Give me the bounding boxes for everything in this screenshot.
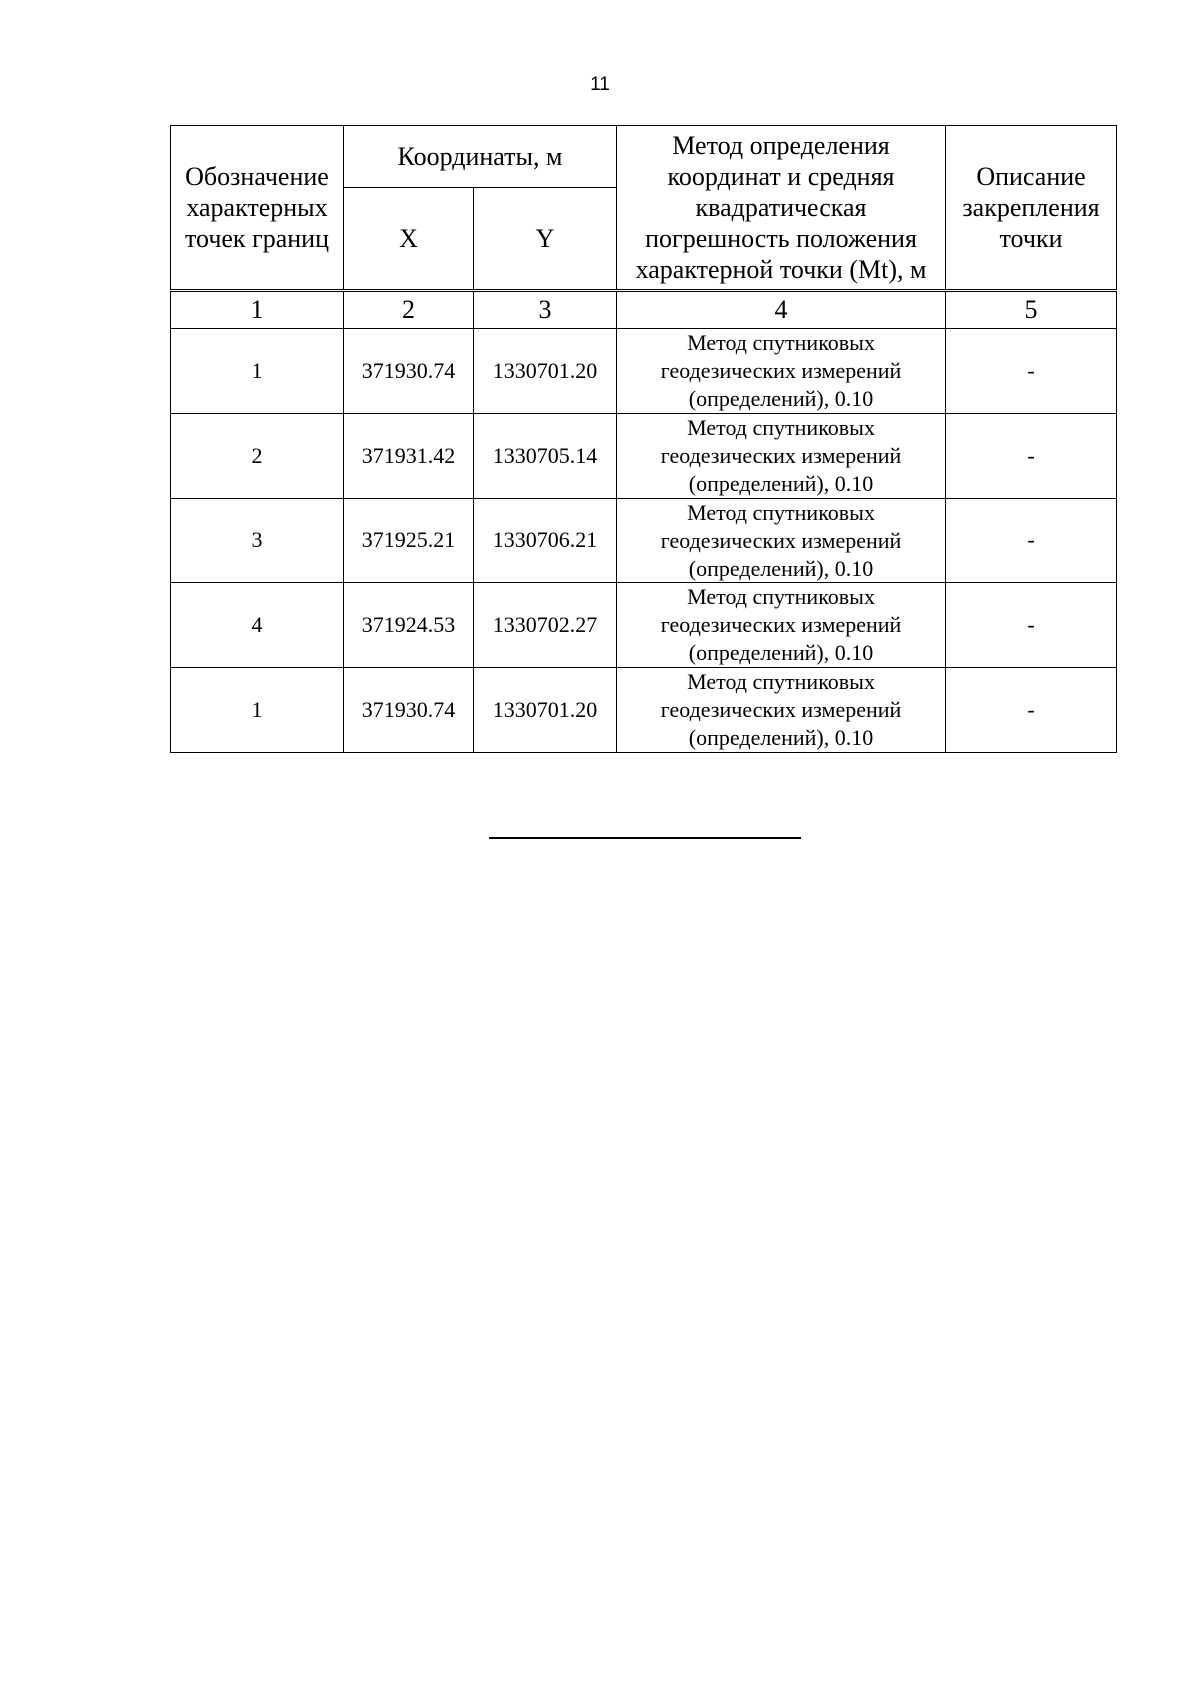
column-number: 5 — [946, 291, 1117, 329]
method-cell: Метод спутниковых геодезических измерений (определений), 0.10 — [617, 498, 946, 583]
table-row — [171, 668, 1117, 753]
header-row-1 — [171, 126, 1117, 188]
coordinates-table — [170, 125, 1117, 753]
x-coordinate: 371924.53 — [344, 583, 474, 668]
method-cell: Метод спутниковых геодезических измерений (определений), 0.10 — [617, 329, 946, 414]
point-number: 1 — [171, 668, 344, 753]
point-number: 4 — [171, 583, 344, 668]
x-coordinate: 371931.42 — [344, 413, 474, 498]
table-row — [171, 329, 1117, 414]
header-description: Описание закрепления точки — [946, 126, 1117, 291]
method-cell: Метод спутниковых геодезических измерений (определений), 0.10 — [617, 583, 946, 668]
point-number: 2 — [171, 413, 344, 498]
description-cell: - — [946, 498, 1117, 583]
point-number: 3 — [171, 498, 344, 583]
x-coordinate: 371930.74 — [344, 329, 474, 414]
point-number: 1 — [171, 329, 344, 414]
x-coordinate: 371930.74 — [344, 668, 474, 753]
x-coordinate: 371925.21 — [344, 498, 474, 583]
table-row — [171, 583, 1117, 668]
description-cell: - — [946, 329, 1117, 414]
header-coordinates: Координаты, м — [344, 126, 617, 188]
y-coordinate: 1330701.20 — [474, 668, 617, 753]
description-cell: - — [946, 413, 1117, 498]
table-row — [171, 413, 1117, 498]
header-y: Y — [474, 188, 617, 291]
column-number: 1 — [171, 291, 344, 329]
page-number: 11 — [590, 74, 610, 95]
method-cell: Метод спутниковых геодезических измерений (определений), 0.10 — [617, 413, 946, 498]
method-cell: Метод спутниковых геодезических измерений (определений), 0.10 — [617, 668, 946, 753]
column-number-row — [171, 291, 1117, 329]
y-coordinate: 1330702.27 — [474, 583, 617, 668]
description-cell: - — [946, 583, 1117, 668]
y-coordinate: 1330701.20 — [474, 329, 617, 414]
table-row — [171, 498, 1117, 583]
header-method: Метод определения координат и средняя квадратическая погрешность положения характерной точки (Mt), м — [617, 126, 946, 291]
description-cell: - — [946, 668, 1117, 753]
column-number: 3 — [474, 291, 617, 329]
column-number: 2 — [344, 291, 474, 329]
header-point-designation: Обозначение характерных точек границ — [171, 126, 344, 291]
header-x: X — [344, 188, 474, 291]
footer-divider — [489, 837, 801, 839]
y-coordinate: 1330706.21 — [474, 498, 617, 583]
column-number: 4 — [617, 291, 946, 329]
y-coordinate: 1330705.14 — [474, 413, 617, 498]
